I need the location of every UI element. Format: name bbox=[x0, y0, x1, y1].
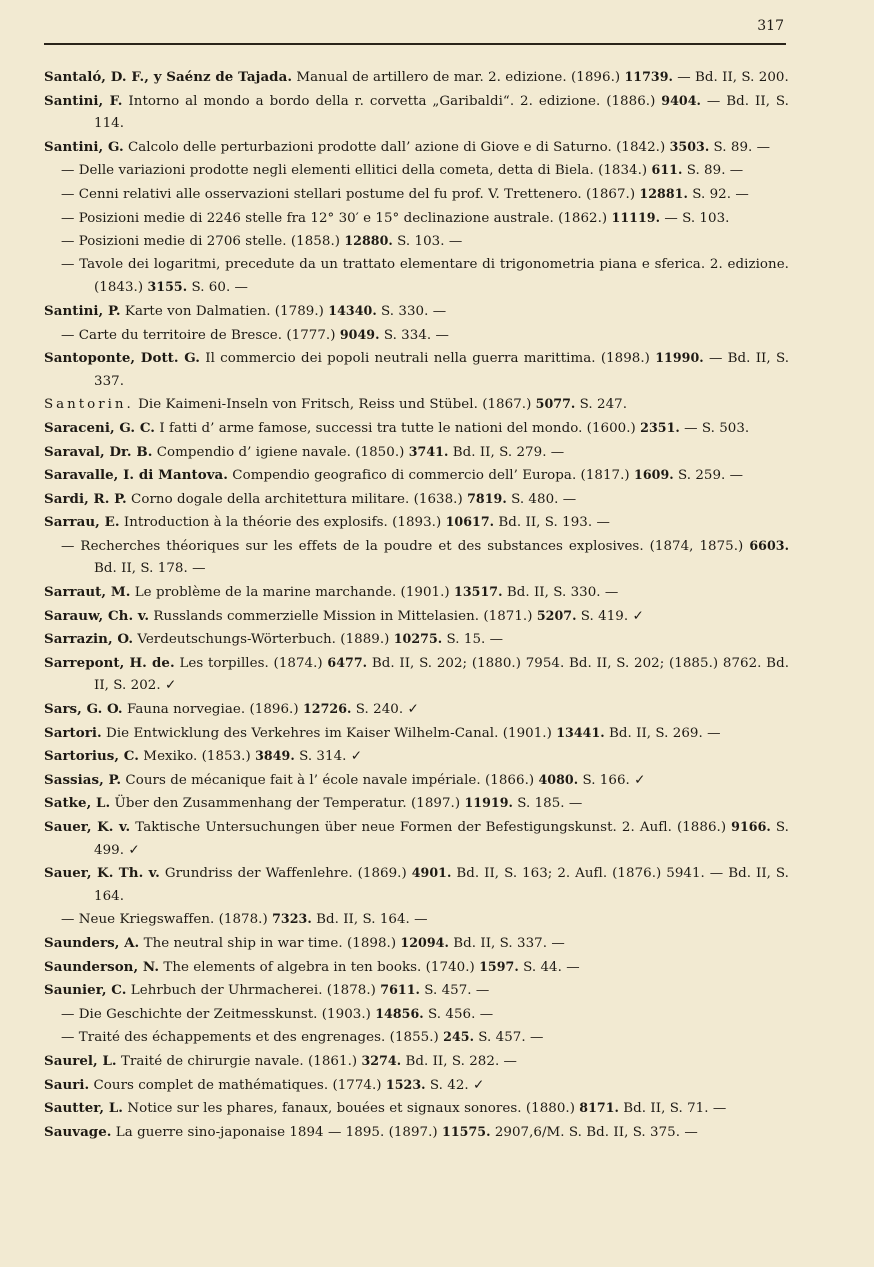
entry-catalog-number: 2351. bbox=[640, 419, 680, 435]
entry-reference: S. 42. ✓ bbox=[425, 1077, 485, 1093]
entry-catalog-number: 11990. bbox=[655, 350, 704, 366]
entry-catalog-number: 8171. bbox=[579, 1100, 619, 1116]
entry-reference: — Bd. II, S. 200. bbox=[672, 70, 789, 85]
entry-author: — bbox=[61, 234, 75, 250]
catalog-entry bbox=[44, 90, 789, 136]
entry-catalog-number: 1609. bbox=[634, 467, 674, 483]
entry-title: Cours complet de mathématiques. (1774.) bbox=[89, 1077, 386, 1093]
catalog-entry bbox=[44, 908, 789, 932]
header-rule bbox=[44, 43, 786, 45]
entry-reference: S. 92. — bbox=[687, 186, 749, 202]
entry-title: Notice sur les phares, fanaux, bouées et signaux sonores. (1880.) bbox=[123, 1101, 580, 1117]
entry-title: Fauna norvegiae. (1896.) bbox=[122, 702, 303, 718]
entry-author: — bbox=[61, 1030, 75, 1046]
entry-title: Il commercio dei popoli neutrali nella guerra marittima. (1898.) bbox=[200, 351, 656, 367]
entry-catalog-number: 13441. bbox=[556, 724, 605, 740]
entry-catalog-number: 6603. bbox=[749, 537, 789, 553]
entry-catalog-number: 11119. bbox=[611, 209, 661, 225]
entry-title: Tavole dei logaritmi, precedute da un trattato elementare di trigonometria piana e sferica. 2. edizione. (1843.) bbox=[74, 256, 789, 296]
entry-catalog-number: 12094. bbox=[400, 934, 449, 950]
entry-reference: S. 103. — bbox=[392, 234, 463, 250]
catalog-entry bbox=[44, 862, 789, 908]
entry-reference: Bd. II, S. 71. — bbox=[618, 1101, 727, 1117]
catalog-entry bbox=[44, 300, 789, 324]
entry-catalog-number: 6477. bbox=[327, 654, 368, 670]
entry-reference: S. 499. ✓ bbox=[94, 820, 789, 858]
entry-title: Traité de chirurgie navale. (1861.) bbox=[116, 1053, 362, 1069]
entry-title: Mexiko. (1853.) bbox=[139, 749, 256, 765]
entry-author: Sauri. bbox=[44, 1076, 90, 1093]
entry-reference: S. 456. — bbox=[423, 1006, 494, 1022]
entry-author: — bbox=[61, 210, 75, 226]
entry-author: Sardi, R. P. bbox=[44, 490, 127, 507]
entry-author: Sarauw, Ch. v. bbox=[44, 607, 150, 624]
catalog-entry bbox=[44, 1097, 789, 1121]
entry-catalog-number: 7323. bbox=[272, 911, 312, 927]
entry-reference: S. 330. — bbox=[376, 303, 447, 319]
entry-author: Saraval, Dr. B. bbox=[44, 443, 153, 460]
entry-reference: S. 185. — bbox=[512, 796, 583, 812]
entry-catalog-number: 11575. bbox=[442, 1123, 491, 1139]
entry-catalog-number: 3155. bbox=[147, 279, 188, 295]
entry-title: Carte du territoire de Bresce. (1777.) bbox=[74, 327, 340, 343]
catalog-entry bbox=[44, 136, 789, 160]
entry-author: — bbox=[61, 163, 75, 179]
catalog-entry bbox=[44, 511, 789, 535]
entry-catalog-number: 1597. bbox=[479, 958, 519, 974]
entry-catalog-number: 11919. bbox=[464, 795, 513, 811]
entry-author: Saunders, A. bbox=[44, 934, 140, 951]
entry-author: Santaló, D. F., y Saénz de Tajada. bbox=[44, 69, 293, 85]
entry-title: Karte von Dalmatien. (1789.) bbox=[120, 303, 329, 319]
entry-title: Taktische Untersuchungen über neue Formen der Befestigungskunst. 2. Aufl. (1886.) bbox=[130, 820, 732, 835]
catalog-entry bbox=[44, 417, 789, 441]
catalog-entry bbox=[44, 932, 789, 956]
entry-catalog-number: 10617. bbox=[445, 514, 495, 530]
entry-title: Cours de mécanique fait à l’ école navale impériale. (1866.) bbox=[121, 772, 539, 788]
entry-title: Les torpilles. (1874.) bbox=[174, 655, 328, 671]
entry-reference: Bd. II, S. 164. — bbox=[311, 912, 428, 928]
entry-catalog-number: 4080. bbox=[538, 771, 579, 787]
entry-author: — bbox=[61, 327, 75, 343]
entry-catalog-number: 5077. bbox=[535, 396, 576, 412]
catalog-entry bbox=[44, 464, 789, 488]
entry-title: The elements of algebra in ten books. (1740.) bbox=[159, 959, 480, 975]
entry-author: Santini, F. bbox=[44, 92, 123, 109]
entry-author: — bbox=[61, 186, 75, 202]
catalog-entry bbox=[44, 605, 789, 629]
entry-title: Compendio geografico di commercio dell’ Europa. (1817.) bbox=[227, 468, 634, 484]
entry-author: Santini, P. bbox=[44, 302, 121, 319]
entry-reference: S. 457. — bbox=[419, 983, 490, 999]
entry-catalog-number: 12726. bbox=[302, 701, 352, 717]
entry-reference: Bd. II, S. 279. — bbox=[448, 444, 565, 460]
entry-title: Russlands commerzielle Mission in Mittelasien. (1871.) bbox=[149, 608, 537, 624]
entry-author: Sartori. bbox=[44, 724, 102, 741]
entry-author: — bbox=[61, 1006, 75, 1022]
catalog-entry bbox=[44, 769, 789, 793]
entry-title: Posizioni medie di 2246 stelle fra 12° 30′ e 15° declinazione australe. (1862.) bbox=[74, 210, 612, 226]
entry-title: Introduction à la théorie des explosifs. (1893.) bbox=[119, 515, 446, 531]
entry-reference: S. 334. — bbox=[379, 327, 449, 343]
entry-author: — bbox=[61, 256, 75, 272]
entry-reference: — Bd. II, S. 114. bbox=[94, 93, 789, 132]
entry-author: Sarrazin, O. bbox=[44, 631, 134, 648]
entry-title: Verdeutschungs-Wörterbuch. (1889.) bbox=[133, 632, 394, 648]
entry-reference: — Bd. II, S. 337. bbox=[94, 351, 789, 389]
entry-author: Sartorius, C. bbox=[44, 748, 139, 765]
entry-author: Sauer, K. v. bbox=[44, 819, 131, 835]
catalog-entry bbox=[44, 488, 789, 512]
entry-reference: S. 259. — bbox=[673, 468, 744, 484]
catalog-entry bbox=[44, 956, 789, 980]
entry-title: Le problème de la marine marchande. (1901.) bbox=[130, 585, 455, 601]
entry-reference: Bd. II, S. 330. — bbox=[502, 585, 619, 601]
entry-title: Corno dogale della architettura militare. (1638.) bbox=[126, 491, 468, 507]
entry-author: Saraceni, G. C. bbox=[44, 419, 156, 436]
entry-title: I fatti d’ arme famose, successi tra tutte le nationi del mondo. (1600.) bbox=[155, 420, 641, 436]
catalog-entry bbox=[44, 324, 789, 348]
entry-title: Posizioni medie di 2706 stelle. (1858.) bbox=[74, 234, 345, 250]
entry-catalog-number: 14856. bbox=[375, 1005, 424, 1021]
entry-title: Manual de artillero de mar. 2. edizione. (1896.) bbox=[292, 70, 625, 85]
entry-author: Sarraut, M. bbox=[44, 584, 131, 601]
entry-author: Sassias, P. bbox=[44, 771, 122, 788]
entry-catalog-number: 3849. bbox=[255, 748, 295, 764]
entry-catalog-number: 1523. bbox=[385, 1076, 426, 1092]
entry-reference: Bd. II, S. 163; 2. Aufl. (1876.) 5941. — Bd. II, S. 164. bbox=[94, 866, 789, 904]
entry-catalog-number: 3503. bbox=[669, 138, 710, 154]
entry-catalog-number: 611. bbox=[651, 162, 683, 178]
catalog-entry bbox=[44, 745, 789, 769]
entry-catalog-number: 12880. bbox=[344, 233, 393, 249]
catalog-entry bbox=[44, 722, 789, 746]
entry-reference: S. 44. — bbox=[518, 959, 580, 975]
catalog-entry bbox=[44, 535, 789, 581]
entry-title: Neue Kriegswaffen. (1878.) bbox=[74, 912, 273, 928]
entry-reference: S. 240. ✓ bbox=[351, 702, 419, 718]
entry-catalog-number: 7611. bbox=[380, 982, 420, 998]
entry-reference: Bd. II, S. 193. — bbox=[494, 515, 610, 531]
entry-author: Saurel, L. bbox=[44, 1052, 117, 1069]
entry-author: Saunderson, N. bbox=[44, 958, 160, 975]
entry-reference: S. 60. — bbox=[187, 280, 248, 296]
entry-title: The neutral ship in war time. (1898.) bbox=[139, 935, 401, 951]
entry-catalog-number: 14340. bbox=[328, 302, 377, 318]
entry-catalog-number: 4901. bbox=[411, 865, 452, 881]
entry-reference: — S. 103. bbox=[660, 210, 730, 226]
entry-reference: S. 89. — bbox=[682, 163, 744, 179]
entry-catalog-number: 10275. bbox=[393, 631, 443, 647]
entry-catalog-number: 3274. bbox=[361, 1052, 402, 1068]
entry-reference: Bd. II, S. 178. — bbox=[94, 561, 206, 577]
entry-catalog-number: 13517. bbox=[454, 584, 503, 600]
catalog-entry bbox=[44, 441, 789, 465]
entry-title: Die Kaimeni-Inseln von Fritsch, Reiss und Stübel. (1867.) bbox=[133, 397, 536, 413]
catalog-entry bbox=[44, 254, 789, 300]
entry-author: Sautter, L. bbox=[44, 1100, 124, 1117]
catalog-entry bbox=[44, 347, 789, 393]
entry-reference: Bd. II, S. 269. — bbox=[604, 725, 721, 741]
entry-author: Sars, G. O. bbox=[44, 701, 123, 718]
entry-catalog-number: 9404. bbox=[661, 92, 701, 108]
entry-reference: S. 89. — bbox=[709, 139, 771, 155]
catalog-entries bbox=[44, 66, 789, 1144]
entry-catalog-number: 9166. bbox=[731, 819, 771, 834]
entry-title: Über den Zusammenhang der Temperatur. (1897.) bbox=[110, 796, 465, 812]
catalog-entry bbox=[44, 581, 789, 605]
entry-reference: S. 314. ✓ bbox=[294, 749, 363, 765]
entry-reference: Bd. II, S. 282. — bbox=[401, 1053, 518, 1069]
catalog-entry bbox=[44, 159, 789, 183]
entry-catalog-number: 12881. bbox=[639, 185, 688, 201]
entry-author: Satke, L. bbox=[44, 795, 111, 812]
catalog-entry bbox=[44, 1026, 789, 1050]
entry-author: — bbox=[61, 538, 75, 554]
catalog-entry bbox=[44, 979, 789, 1003]
entry-title: Delle variazioni prodotte negli elementi ellitici della cometa, detta di Biela. (1834.) bbox=[74, 163, 652, 179]
catalog-entry bbox=[44, 652, 789, 698]
catalog-entry bbox=[44, 66, 789, 90]
entry-reference: S. 247. bbox=[575, 397, 628, 413]
entry-author: Santini, G. bbox=[44, 138, 124, 155]
entry-title: Compendio d’ igiene navale. (1850.) bbox=[152, 444, 409, 460]
catalog-entry bbox=[44, 1050, 789, 1074]
entry-catalog-number: 11739. bbox=[624, 69, 673, 84]
entry-catalog-number: 9049. bbox=[339, 326, 380, 342]
entry-reference: S. 480. — bbox=[506, 491, 577, 507]
entry-title: Die Geschichte der Zeitmesskunst. (1903.) bbox=[74, 1006, 376, 1022]
entry-catalog-number: 5207. bbox=[536, 607, 577, 623]
entry-title: Intorno al mondo a bordo della r. corvetta „Garibaldi“. 2. edizione. (1886.) bbox=[122, 93, 662, 109]
entry-author: Sauer, K. Th. v. bbox=[44, 865, 160, 882]
entry-reference: 2907,6/M. S. Bd. II, S. 375. — bbox=[490, 1124, 698, 1140]
catalog-entry bbox=[44, 1003, 789, 1027]
entry-title: Lehrbuch der Uhrmacherei. (1878.) bbox=[126, 983, 381, 999]
entry-author: Saravalle, I. di Mantova. bbox=[44, 467, 228, 484]
entry-author: Sarrau, E. bbox=[44, 514, 120, 531]
catalog-entry bbox=[44, 628, 789, 652]
entry-author: Sarrepont, H. de. bbox=[44, 654, 175, 671]
catalog-entry bbox=[44, 393, 789, 417]
catalog-entry bbox=[44, 792, 789, 816]
catalog-entry bbox=[44, 698, 789, 722]
entry-title: Recherches théoriques sur les effets de la poudre et des substances explosives. (1874, 1875.) bbox=[74, 538, 750, 554]
entry-reference: S. 457. — bbox=[474, 1030, 544, 1046]
entry-reference: S. 166. ✓ bbox=[578, 772, 646, 788]
entry-title: Cenni relativi alle osservazioni stellari postume del fu prof. V. Trettenero. (1867.) bbox=[74, 186, 640, 202]
entry-title: Calcolo delle perturbazioni prodotte dall’ azione di Giove e di Saturno. (1842.) bbox=[123, 139, 670, 155]
entry-author: Saunier, C. bbox=[44, 982, 127, 999]
catalog-entry bbox=[44, 1074, 789, 1098]
entry-author: Sauvage. bbox=[44, 1123, 112, 1140]
catalog-entry bbox=[44, 1121, 789, 1145]
entry-author: — bbox=[61, 912, 75, 928]
entry-author: Santorin. bbox=[44, 397, 134, 413]
catalog-entry bbox=[44, 230, 789, 254]
entry-reference: S. 15. — bbox=[442, 632, 504, 648]
entry-title: La guerre sino-japonaise 1894 — 1895. (1897.) bbox=[111, 1124, 443, 1140]
entry-reference: Bd. II, S. 202; (1880.) 7954. Bd. II, S. 202; (1885.) 8762. Bd. II, S. 202. ✓ bbox=[94, 655, 789, 694]
entry-reference: Bd. II, S. 337. — bbox=[448, 935, 565, 951]
entry-title: Traité des échappements et des engrenages. (1855.) bbox=[74, 1030, 444, 1046]
page-number: 317 bbox=[757, 18, 784, 34]
entry-reference: S. 419. ✓ bbox=[576, 608, 644, 624]
entry-catalog-number: 3741. bbox=[408, 443, 449, 459]
catalog-entry bbox=[44, 207, 789, 231]
entry-catalog-number: 245. bbox=[443, 1029, 474, 1045]
entry-catalog-number: 7819. bbox=[467, 490, 507, 506]
catalog-entry bbox=[44, 183, 789, 207]
entry-title: Grundriss der Waffenlehre. (1869.) bbox=[159, 866, 412, 882]
entry-reference: — S. 503. bbox=[679, 420, 750, 436]
entry-title: Die Entwicklung des Verkehres im Kaiser Wilhelm-Canal. (1901.) bbox=[101, 725, 557, 741]
catalog-entry bbox=[44, 816, 789, 862]
entry-author: Santoponte, Dott. G. bbox=[44, 350, 200, 367]
